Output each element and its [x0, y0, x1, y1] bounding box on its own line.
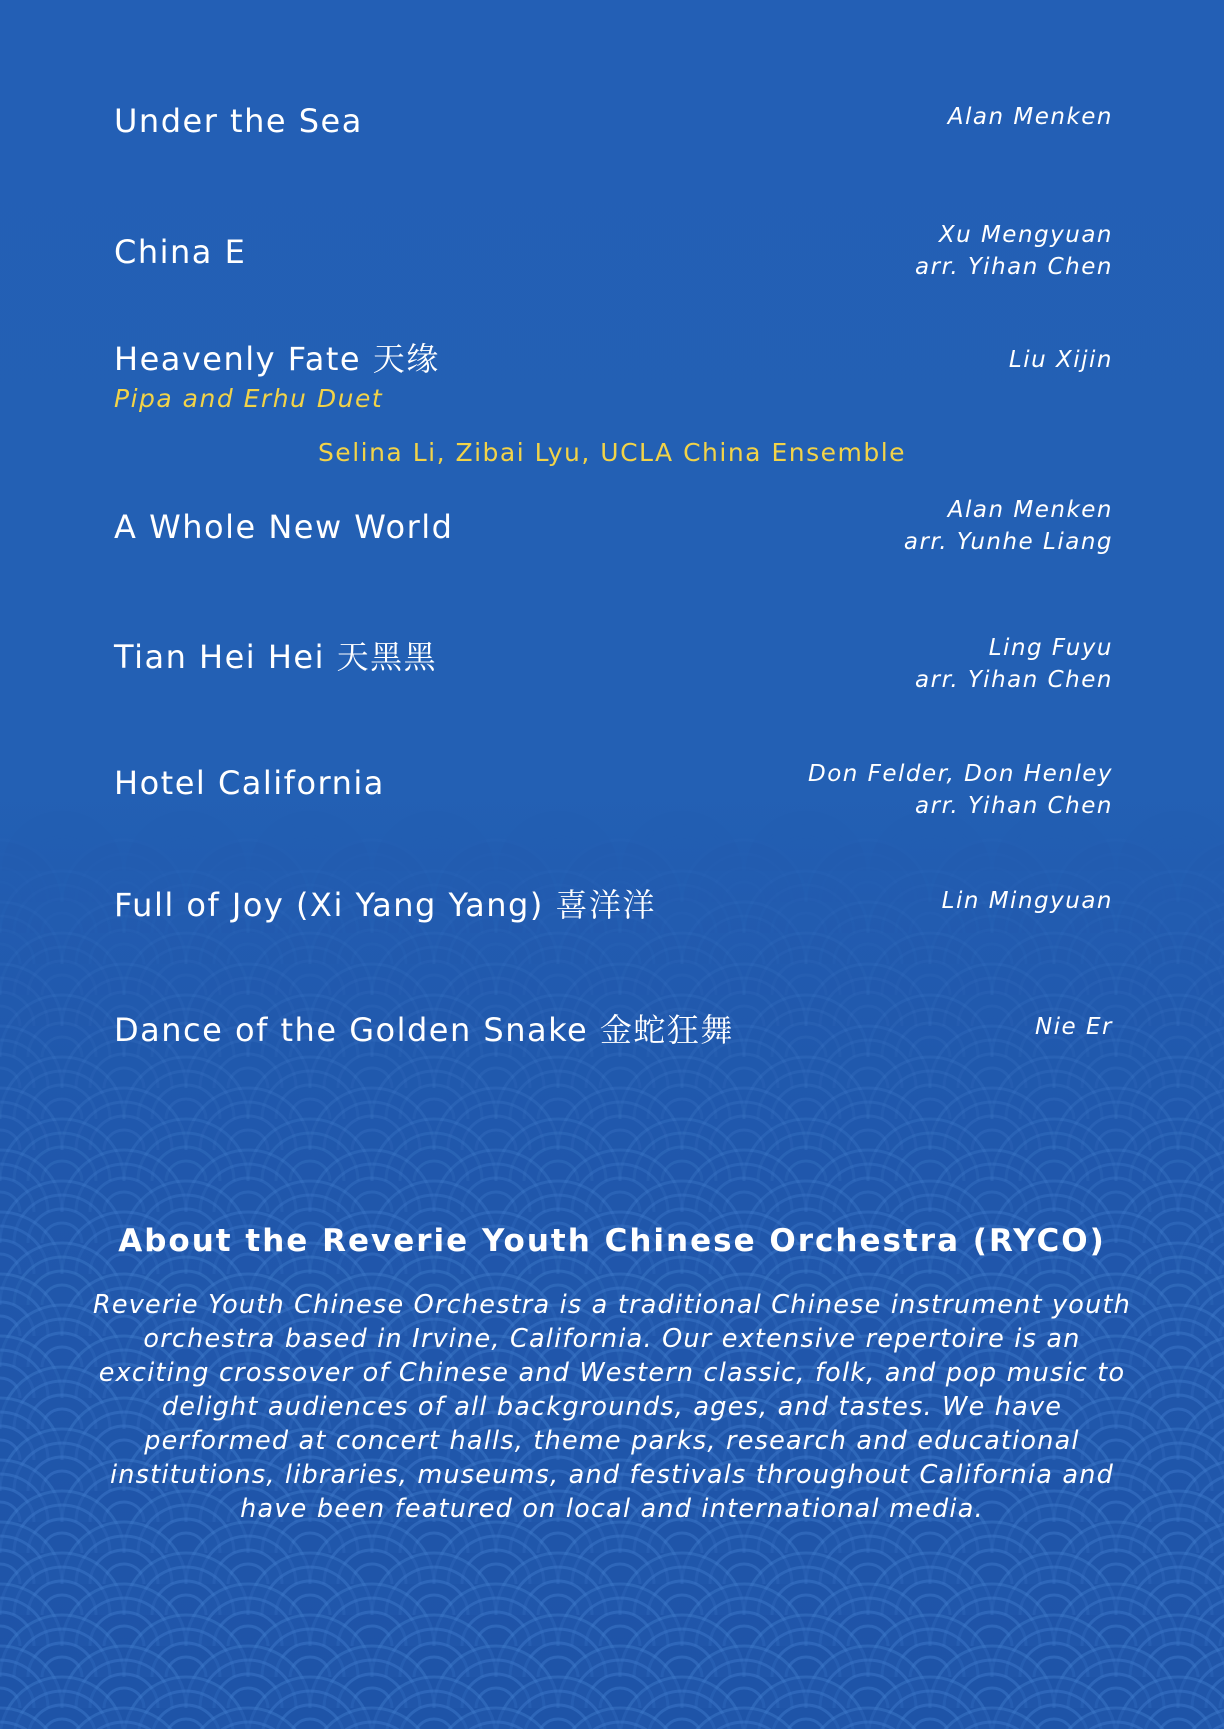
composer-line: Lin Mingyuan: [941, 888, 1113, 914]
about-line: have been featured on local and international media.: [240, 1494, 984, 1524]
composer-line: arr. Yihan Chen: [915, 793, 1113, 819]
composer-line: arr. Yihan Chen: [915, 667, 1113, 693]
about-line: exciting crossover of Chinese and Western classic, folk, and pop music to: [98, 1358, 1126, 1388]
piece-composer: [493, 325, 1113, 395]
piece-title: Dance of the Golden Snake 金蛇狂舞: [114, 1011, 734, 1049]
piece-composer: [493, 216, 1113, 286]
composer-line: Nie Er: [1034, 1014, 1113, 1040]
piece-title: Under the Sea: [114, 102, 363, 140]
piece-composer: [493, 82, 1113, 152]
about-line: delight audiences of all backgrounds, ages, and tastes. We have: [161, 1392, 1063, 1422]
piece-title: Tian Hei Hei 天黑黑: [114, 638, 438, 676]
about-line: orchestra based in Irvine, California. Our extensive repertoire is an: [143, 1324, 1081, 1354]
composer-line: Alan Menken: [947, 104, 1113, 130]
piece-title: Heavenly Fate 天缘: [114, 340, 440, 378]
piece-title: Hotel California: [114, 764, 385, 802]
about-line: institutions, libraries, museums, and festivals throughout California and: [110, 1460, 1114, 1490]
about-line: Reverie Youth Chinese Orchestra is a traditional Chinese instrument youth: [92, 1290, 1132, 1320]
piece-title: A Whole New World: [114, 508, 454, 546]
piece-subtitle: Pipa and Erhu Duet: [114, 384, 384, 413]
about-body: [90, 1288, 1134, 1526]
composer-line: arr. Yihan Chen: [915, 254, 1113, 280]
composer-line: arr. Yunhe Liang: [903, 529, 1113, 555]
piece-performers: Selina Li, Zibai Lyu, UCLA China Ensemble: [317, 438, 907, 467]
piece-composer: [493, 629, 1113, 699]
composer-line: Ling Fuyu: [988, 635, 1113, 661]
piece-composer: [493, 992, 1113, 1062]
piece-title: Full of Joy (Xi Yang Yang) 喜洋洋: [114, 886, 657, 924]
composer-line: Alan Menken: [947, 497, 1113, 523]
piece-composer: [493, 491, 1113, 561]
composer-line: Xu Mengyuan: [938, 222, 1113, 248]
composer-line: Don Felder, Don Henley: [807, 761, 1113, 787]
composer-line: Liu Xijin: [1008, 347, 1113, 373]
about-line: performed at concert halls, theme parks, research and educational: [144, 1426, 1080, 1456]
about-heading: About the Reverie Youth Chinese Orchestra (RYCO): [118, 1223, 1106, 1259]
piece-composer: [493, 755, 1113, 825]
piece-title: China E: [114, 233, 247, 271]
about-section: [90, 1216, 1134, 1526]
piece-composer: [493, 866, 1113, 936]
